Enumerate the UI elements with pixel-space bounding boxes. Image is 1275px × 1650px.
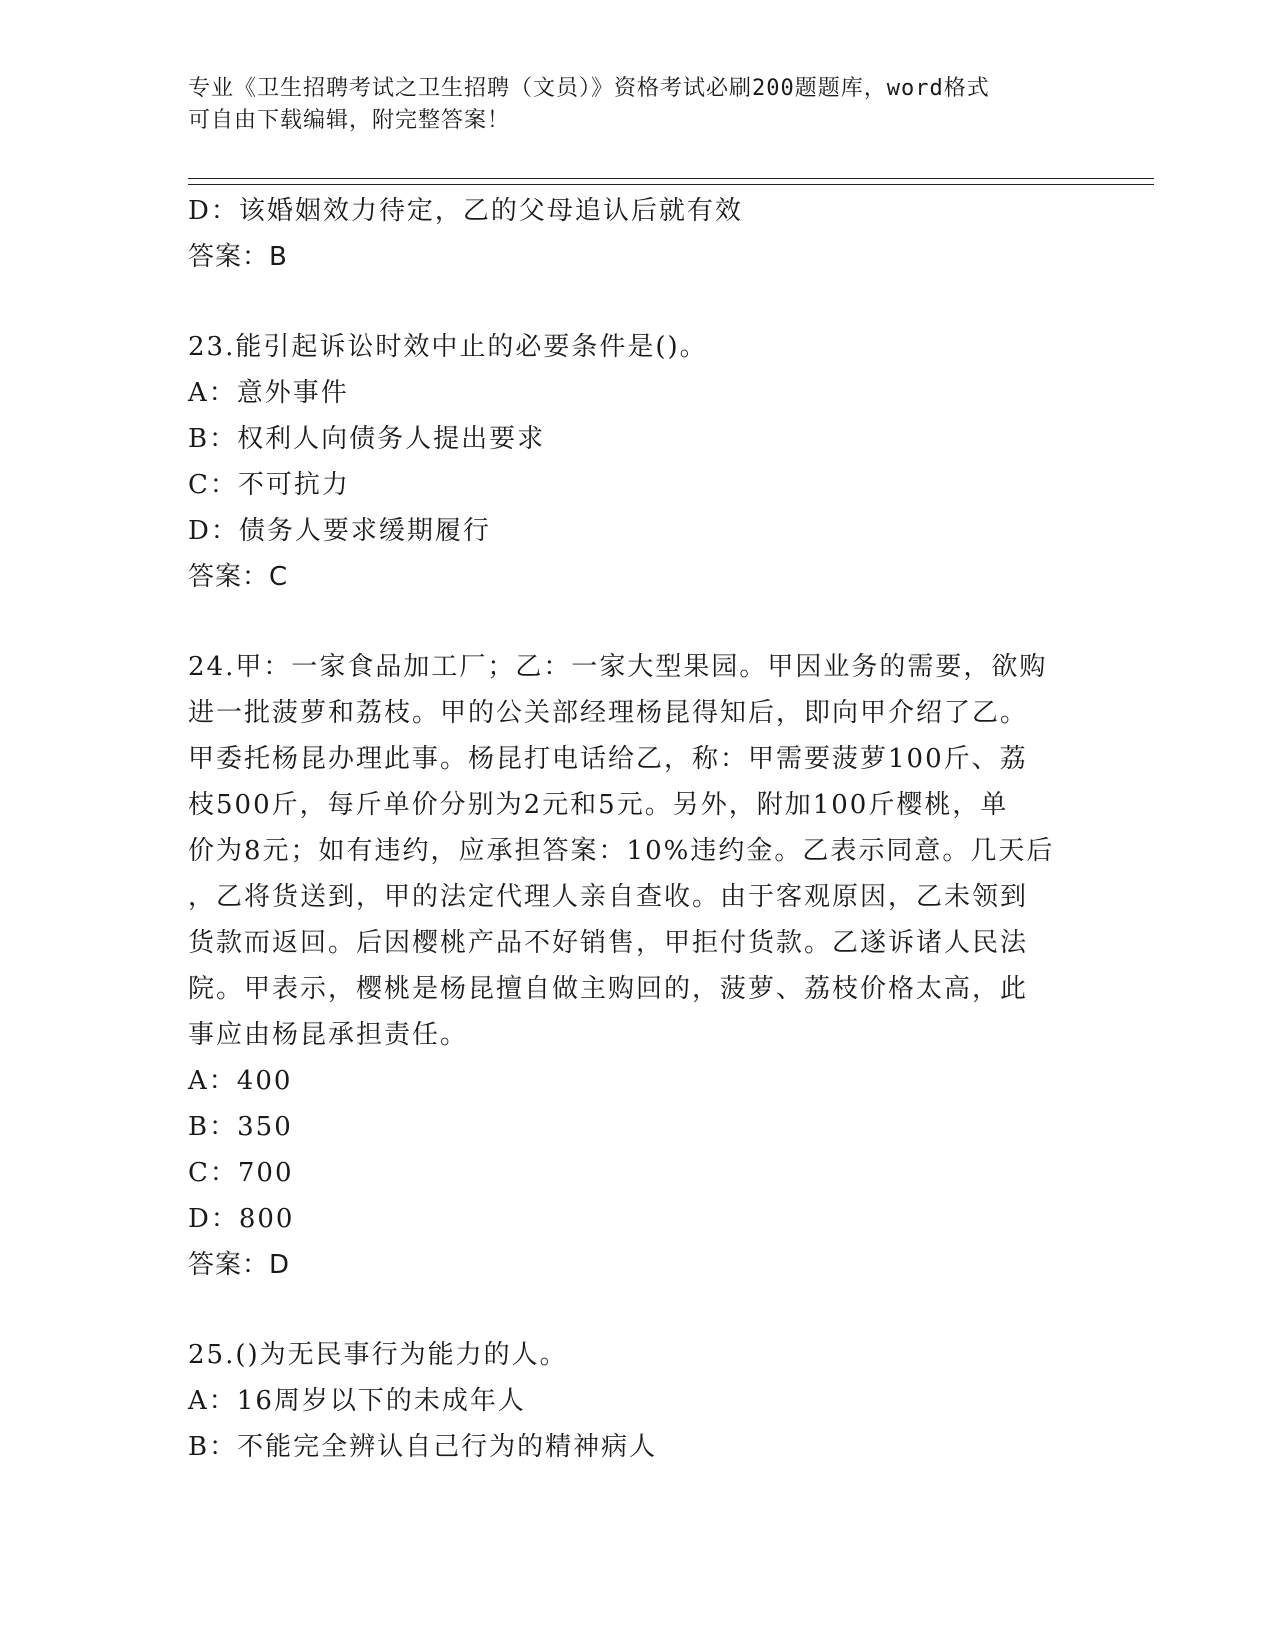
option-b: B：不能完全辨认自己行为的精神病人 [188,1432,658,1462]
stem-line: 价为8元；如有违约，应承担答案：10%违约金。乙表示同意。几天后 [188,836,1055,866]
stem-line: 进一批菠萝和荔枝。甲的公关部经理杨昆得知后，即向甲介绍了乙。 [188,698,1029,728]
stem-line: 24.甲：一家食品加工厂；乙：一家大型果园。甲因业务的需要，欲购 [188,652,1048,682]
question-stem [188,644,1088,1058]
option-a: A：400 [188,1066,293,1096]
option-c: C：不可抗力 [188,470,350,500]
question-22-tail [188,188,1088,280]
question-23 [188,324,1088,600]
stem-line: ，乙将货送到，甲的法定代理人亲自查收。由于客观原因，乙未领到 [188,882,1029,912]
option-c: C：700 [188,1158,294,1188]
stem-line: 院。甲表示，樱桃是杨昆擅自做主购回的，菠萝、荔枝价格太高，此 [188,974,1029,1004]
stem-line: 枝500斤，每斤单价分别为2元和5元。另外，附加100斤樱桃，单 [188,790,1009,820]
question-stem: 23.能引起诉讼时效中止的必要条件是()。 [188,332,708,362]
question-24 [188,644,1088,1288]
answer-line: 答案：D [188,1250,291,1280]
question-content [188,188,1088,1470]
option-b: B：权利人向债务人提出要求 [188,424,546,454]
document-header [188,73,1088,137]
question-25 [188,1332,1088,1470]
option-a: A：16周岁以下的未成年人 [188,1386,526,1416]
header-divider-bottom [188,184,1154,185]
option-d: D：债务人要求缓期履行 [188,516,491,546]
option-b: B：350 [188,1112,293,1142]
header-title-line-2: 可自由下载编辑，附完整答案！ [188,108,511,133]
question-stem: 25.()为无民事行为能力的人。 [188,1340,568,1370]
answer-line: 答案：C [188,562,289,592]
option-d: D：800 [188,1204,295,1234]
option-a: A：意外事件 [188,378,349,408]
stem-line: 事应由杨昆承担责任。 [188,1020,469,1050]
option-d: D：该婚姻效力待定，乙的父母追认后就有效 [188,196,743,226]
answer-line: 答案：B [188,242,288,272]
header-title-line-1: 专业《卫生招聘考试之卫生招聘（文员）》资格考试必刷200题题库，word格式 [188,76,990,101]
stem-line: 货款而返回。后因樱桃产品不好销售，甲拒付货款。乙遂诉诸人民法 [188,928,1029,958]
stem-line: 甲委托杨昆办理此事。杨昆打电话给乙，称：甲需要菠萝100斤、荔 [188,744,1028,774]
header-divider-top [188,178,1154,179]
